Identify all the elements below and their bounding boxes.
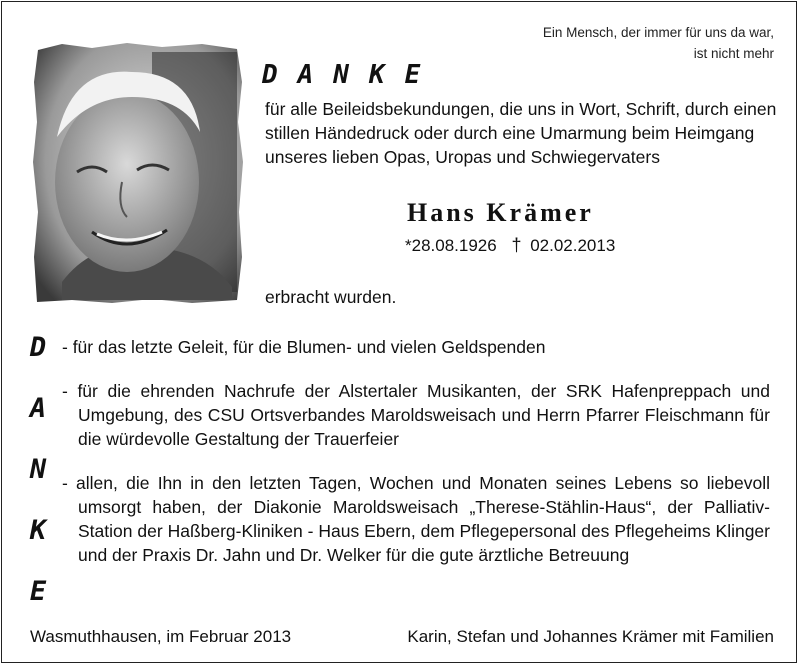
birth-date: *28.08.1926 xyxy=(405,236,497,255)
vertical-letter-a: A xyxy=(29,393,47,424)
thanks-item-nachrufe: - für die ehrenden Nachrufe der Alstertaler Musikanten, der SRK Hafenpreppach und Umgebung, des CSU Ortsverbandes Maroldsweisach und Herrn Pfarrer Fleischmann für die würdevolle Gestaltung der Trauerfeier xyxy=(62,381,770,449)
deceased-name: Hans Krämer xyxy=(407,198,594,227)
motto-line-1: Ein Mensch, der immer für uns da war, xyxy=(542,25,774,40)
motto xyxy=(543,22,774,64)
place-date: Wasmuthhausen, im Februar 2013 xyxy=(30,627,292,646)
notice-frame xyxy=(1,1,797,663)
thanks-item-geleit: - für das letzte Geleit, für die Blumen- und vielen Geldspenden xyxy=(62,337,546,357)
vertical-letter-k: K xyxy=(29,515,47,546)
thanks-item-betreuung: - allen, die Ihn in den letzten Tagen, Wochen und Monaten seines Lebens so liebevoll umsorgt haben, der Diakonie Maroldsweisach „Therese-Stählin-Haus“, der Palliativ-Station der Haßberg-Kliniken - Haus Ebern, dem Pflegepersonal des Pflegeheims Klinger und der Praxis Dr. Jahn und Dr. Welker für die gute ärztliche Betreuung xyxy=(62,473,770,565)
death-date: 02.02.2013 xyxy=(530,236,616,255)
vertical-danke xyxy=(24,332,52,637)
erbracht-text: erbracht wurden. xyxy=(265,287,397,307)
vertical-letter-d: D xyxy=(29,332,47,363)
vertical-letter-n: N xyxy=(29,454,47,485)
motto-line-2: ist nicht mehr xyxy=(693,46,774,61)
cross-icon: † xyxy=(511,235,522,255)
life-dates xyxy=(405,235,615,256)
intro-text: für alle Beileidsbekundungen, die uns in Wort, Schrift, durch einen stillen Händedruck oder durch eine Umarmung beim Heimgang unseres lieben Opas, Uropas und Schwiegervaters xyxy=(265,99,777,167)
danke-heading: DANKE xyxy=(262,60,441,90)
vertical-letter-e: E xyxy=(29,576,47,607)
portrait-photo xyxy=(32,42,244,304)
thanks-list xyxy=(62,335,770,587)
signature: Karin, Stefan und Johannes Krämer mit Familien xyxy=(407,627,774,646)
